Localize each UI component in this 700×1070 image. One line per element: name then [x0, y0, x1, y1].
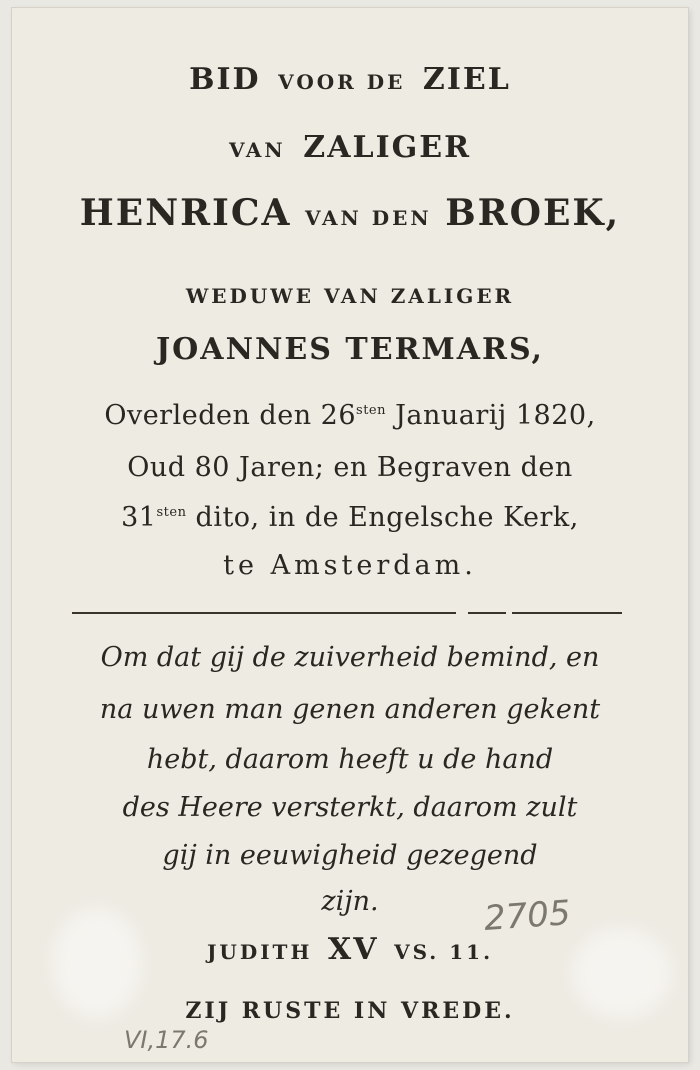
verse-line: na uwen man genen anderen gekent	[99, 694, 601, 725]
heading-word: VAN	[228, 138, 286, 162]
heading-word: BID	[189, 62, 261, 97]
deceased-name	[12, 192, 688, 234]
name-particle: VAN DEN	[305, 206, 432, 230]
heading-word: ZIEL	[422, 62, 511, 97]
divider-rule	[512, 612, 622, 614]
detail-text: Overleden den 26	[104, 400, 357, 431]
verse-line: gij in eeuwigheid gezegend	[162, 840, 538, 871]
pencil-number: 2705	[482, 893, 572, 939]
heading-word: ZALIGER	[303, 130, 472, 165]
detail-text: dito, in de Engelsche Kerk,	[186, 502, 579, 533]
burial-date-line	[12, 502, 688, 533]
detail-text: Januarij 1820,	[386, 400, 596, 431]
widow-line: WEDUWE VAN ZALIGER	[185, 284, 515, 308]
ordinal-suffix: sten	[356, 403, 386, 418]
spouse-name: JOANNES TERMARS,	[155, 332, 544, 367]
death-date-line	[12, 400, 688, 431]
age-burial-line: Oud 80 Jaren; en Begraven den	[127, 452, 573, 483]
ordinal-suffix: sten	[156, 505, 187, 520]
reference-verse: VS. 11.	[394, 940, 494, 964]
prayer-card	[12, 8, 688, 1062]
divider-rule	[72, 612, 456, 614]
reference-chapter: XV	[327, 932, 379, 967]
divider-rule	[468, 612, 506, 614]
first-name: HENRICA	[79, 192, 292, 234]
place-line: te Amsterdam.	[223, 550, 477, 581]
verse-line: hebt, daarom heeft u de hand	[146, 744, 554, 775]
last-name: BROEK	[445, 192, 606, 234]
scripture-reference	[12, 932, 688, 967]
verse-line: Om dat gij de zuiverheid bemind, en	[100, 642, 600, 673]
reference-book: JUDITH	[206, 940, 313, 964]
name-comma: ,	[605, 192, 621, 234]
detail-text: 31	[121, 502, 157, 533]
verse-line: zijn.	[321, 886, 379, 917]
pencil-catalog-number: VI,17.6	[124, 1026, 209, 1054]
heading-word: VOOR DE	[278, 70, 406, 94]
heading-line-1	[12, 62, 688, 97]
closing-line: ZIJ RUSTE IN VREDE.	[185, 998, 515, 1024]
verse-line: des Heere versterkt, daarom zult	[122, 792, 578, 823]
heading-line-2	[12, 130, 688, 165]
